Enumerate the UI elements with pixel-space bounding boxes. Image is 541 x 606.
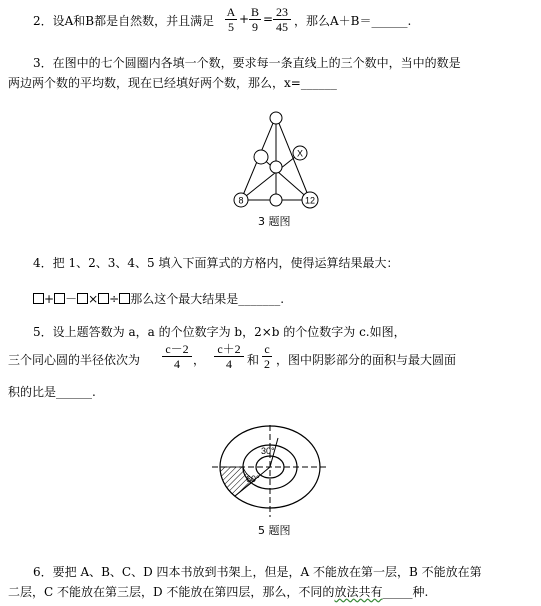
q4-box-5 bbox=[119, 293, 130, 304]
q6-line-2-b: _____种. bbox=[382, 585, 429, 599]
q6-line-2-wavy: 放法共有 bbox=[334, 585, 383, 599]
q2-plus: + bbox=[239, 12, 250, 26]
q4-line-2-after: 那么这个最大结果是_______. bbox=[130, 292, 285, 306]
q4-line-1: 4．把 1、2、3、4、5 填入下面算式的方格内，使得运算结果最大： bbox=[33, 256, 399, 270]
q3-figure-caption: 3 题图 bbox=[258, 215, 291, 228]
q6-line-2 bbox=[8, 583, 428, 600]
q4-expression bbox=[33, 290, 284, 307]
q5-comma: ， bbox=[193, 353, 206, 367]
q3-line-2: 两边两个数的平均数，现在已经填好两个数，那么，x=______ bbox=[8, 76, 337, 90]
q5-fraction-1: c－2 4 bbox=[162, 343, 192, 370]
q6-line-1: 6．要把 A、B、C、D 四本书放到书架上，但是，A 不能放在第一层，B 不能放在第 bbox=[33, 565, 482, 579]
q4-box-3 bbox=[77, 293, 88, 304]
q5-fraction-3: c 2 bbox=[264, 342, 270, 371]
fig5-angle-30: 30° bbox=[261, 446, 275, 456]
fig3-label-12: 12 bbox=[304, 195, 316, 206]
q5-line-1: 5．设上题答数为 a，a 的个位数字为 b，2×b 的个位数字为 c.如图， bbox=[33, 325, 406, 339]
q5-line-2-after: ，图中阴影部分的面积与最大圆面 bbox=[276, 353, 457, 367]
q4-box-1 bbox=[33, 293, 44, 304]
q4-op-2: － bbox=[65, 292, 78, 306]
circle-mid-left bbox=[254, 150, 268, 164]
q4-op-3: × bbox=[88, 292, 99, 306]
q5-line-2-before: 三个同心圆的半径依次为 bbox=[8, 353, 141, 367]
circle-bottom-mid bbox=[270, 194, 282, 206]
q5-figure-caption: 5 题图 bbox=[258, 524, 291, 537]
q5-line-3: 积的比是______. bbox=[8, 385, 96, 399]
q3-figure-triangle bbox=[228, 110, 328, 230]
q4-box-4 bbox=[98, 293, 109, 304]
q5-fraction-2: c＋2 4 bbox=[214, 343, 244, 370]
q2-text-before: 2．设A和B都是自然数，并且满足 bbox=[33, 14, 215, 28]
q5-figure-concentric-circles bbox=[210, 425, 330, 525]
q2-fraction-c: 23 45 bbox=[273, 6, 291, 33]
q3-line-1: 3．在图中的七个圆圈内各填一个数，要求每一条直线上的三个数中，当中的数是 bbox=[33, 56, 461, 70]
q4-op-1: + bbox=[44, 292, 55, 306]
q2-equals: = bbox=[263, 12, 274, 26]
q5-and: 和 bbox=[247, 353, 260, 367]
q2-fraction-b: B 9 bbox=[250, 5, 259, 34]
fig3-label-x: X bbox=[296, 148, 304, 159]
circle-center bbox=[270, 161, 282, 173]
q2-text-after: ，那么A＋B＝______. bbox=[294, 14, 412, 28]
q6-line-2-a: 二层，C 不能放在第三层，D 不能放在第四层，那么，不同的 bbox=[8, 585, 335, 599]
fig3-label-8: 8 bbox=[238, 195, 244, 206]
q2-fraction-a: A 5 bbox=[226, 5, 236, 34]
q4-op-4: ÷ bbox=[109, 292, 120, 306]
circle-top bbox=[270, 112, 282, 124]
q4-box-2 bbox=[54, 293, 65, 304]
fig5-angle-60: 60° bbox=[246, 474, 260, 484]
